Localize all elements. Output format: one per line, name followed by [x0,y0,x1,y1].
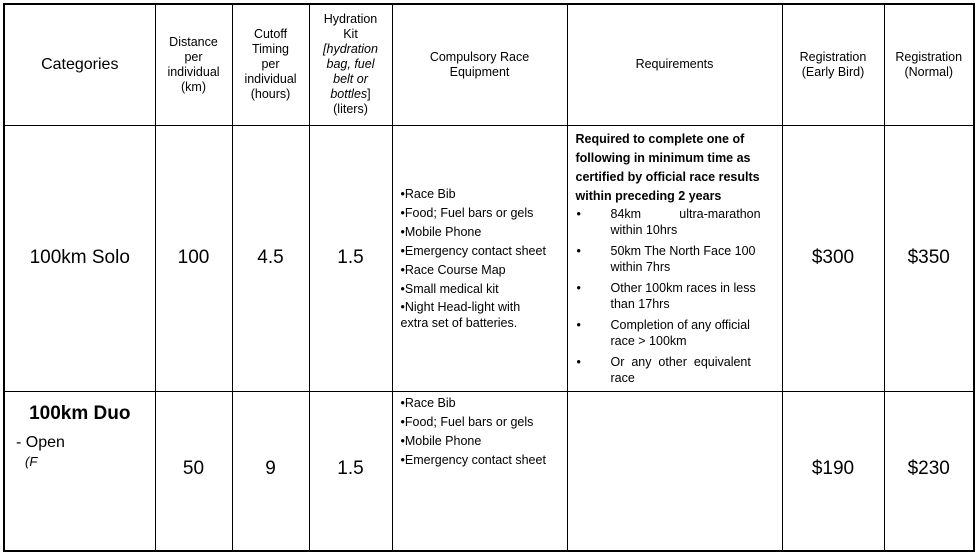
header-hydration [309,4,392,125]
race-categories-table [3,3,975,552]
row-hydration [309,391,392,551]
hydration-value: 1.5 [337,247,364,268]
equipment-item: •Small medical kit [400,282,499,296]
header-categories [4,4,155,125]
header-distance-line: Distance [169,34,218,49]
header-reg-normal-line: Registration [895,49,963,64]
equipment-list [401,185,567,331]
requirement-line: than 17hrs [610,296,670,311]
header-distance-line: individual [167,64,220,79]
equipment-item: •Mobile Phone [400,433,482,448]
requirement-line: Completion of any official [610,317,750,332]
requirement-line: race [610,370,635,385]
header-hydration-line: Hydration [323,12,378,27]
requirement-line: Or any other equivalent [610,354,751,369]
header-hydration-italic: bottles [330,87,368,102]
header-cutoff-line: individual [244,72,297,87]
header-cutoff-line: Timing [251,42,290,57]
reg-early-price: $190 [811,457,855,479]
requirement-line: Other 100km races in less [610,280,756,295]
header-hydration-line [310,87,392,102]
header-reg-early-line: (Early Bird) [801,64,865,79]
category-sub-label: - Open [16,433,65,451]
header-requirements-label: Requirements [635,57,714,72]
requirement-item [576,206,774,238]
header-reg-early [782,4,884,125]
requirement-line: race > 100km [610,333,687,348]
equipment-item: •Race Bib [400,395,456,410]
category-label: 100km Solo [29,247,130,268]
distance-value: 100 [177,247,210,268]
requirements-intro-line: within preceding 2 years [575,188,722,203]
equipment-list [401,394,567,470]
category-sub-label: (F [25,453,38,469]
row-distance [155,391,232,551]
table-row [4,391,974,551]
requirements-intro-line: Required to complete one of [575,131,745,146]
header-hydration-line: belt or [333,72,368,87]
reg-normal-price: $350 [907,247,950,268]
header-cutoff-line: (hours) [250,87,291,102]
requirement-line: 84km ultra-marathon [610,206,761,221]
row-cutoff [232,125,309,391]
header-distance [155,4,232,125]
category-label: 100km Duo [29,402,131,424]
header-cutoff-line: Cutoff [253,27,288,42]
requirement-item [576,280,774,312]
header-distance-line: (km) [181,79,206,94]
equipment-item-line: extra set of batteries. [400,316,518,330]
cutoff-value: 4.5 [257,247,284,268]
equipment-item: •Food; Fuel bars or gels [400,206,534,220]
row-equipment [392,125,567,391]
header-equipment-line: Equipment [449,64,510,79]
header-reg-early-line: Registration [799,49,867,64]
bullet-icon: • [576,317,581,332]
header-equipment-line: Compulsory Race [429,49,530,64]
row-hydration [309,125,392,391]
requirement-item [576,243,774,275]
header-hydration-line: [hydration [323,42,378,57]
bullet-icon: • [576,243,581,258]
hydration-value: 1.5 [337,457,364,479]
header-distance-line: per [184,49,203,64]
equipment-item-line: •Night Head-light with [400,300,521,314]
header-hydration-line: Kit [343,27,358,42]
row-category [4,391,155,551]
header-categories-label: Categories [41,56,119,74]
requirement-item [576,354,774,386]
requirement-line: within 10hrs [610,222,678,237]
row-equipment [392,391,567,551]
header-hydration-bracket: ] [367,87,371,102]
row-reg-normal [884,125,974,391]
header-hydration-line: (liters) [333,102,368,117]
table-row [4,125,974,391]
bullet-icon: • [576,280,581,295]
requirements-intro-line: certified by official race results [575,169,760,184]
cutoff-value: 9 [265,457,276,479]
requirements-intro-line: following in minimum time as [575,150,751,165]
reg-early-price: $300 [811,247,855,268]
equipment-item: •Emergency contact sheet [400,452,546,467]
header-reg-normal [884,4,974,125]
row-reg-normal [884,391,974,551]
row-requirements [567,125,782,391]
header-cutoff-line: per [261,57,280,72]
row-distance [155,125,232,391]
row-requirements [567,391,782,551]
equipment-item: •Race Bib [400,187,456,201]
header-cutoff [232,4,309,125]
equipment-item: •Race Course Map [400,263,506,277]
header-equipment [392,4,567,125]
equipment-item: •Emergency contact sheet [400,244,546,258]
header-reg-normal-line: (Normal) [904,64,954,79]
bullet-icon: • [576,206,581,221]
header-hydration-line: bag, fuel [326,57,375,72]
requirements-intro [576,130,774,206]
row-reg-early [782,125,884,391]
bullet-icon: • [576,354,581,369]
equipment-item [401,299,567,331]
requirement-item [576,317,774,349]
requirement-line: 50km The North Face 100 [610,243,756,258]
header-requirements [567,4,782,125]
distance-value: 50 [182,457,205,479]
header-row [4,4,974,125]
requirements-list [576,206,774,386]
requirement-line: within 7hrs [610,259,671,274]
row-cutoff [232,391,309,551]
row-category [4,125,155,391]
equipment-item: •Food; Fuel bars or gels [400,414,534,429]
equipment-item: •Mobile Phone [400,225,482,239]
row-reg-early [782,391,884,551]
reg-normal-price: $230 [907,457,950,479]
